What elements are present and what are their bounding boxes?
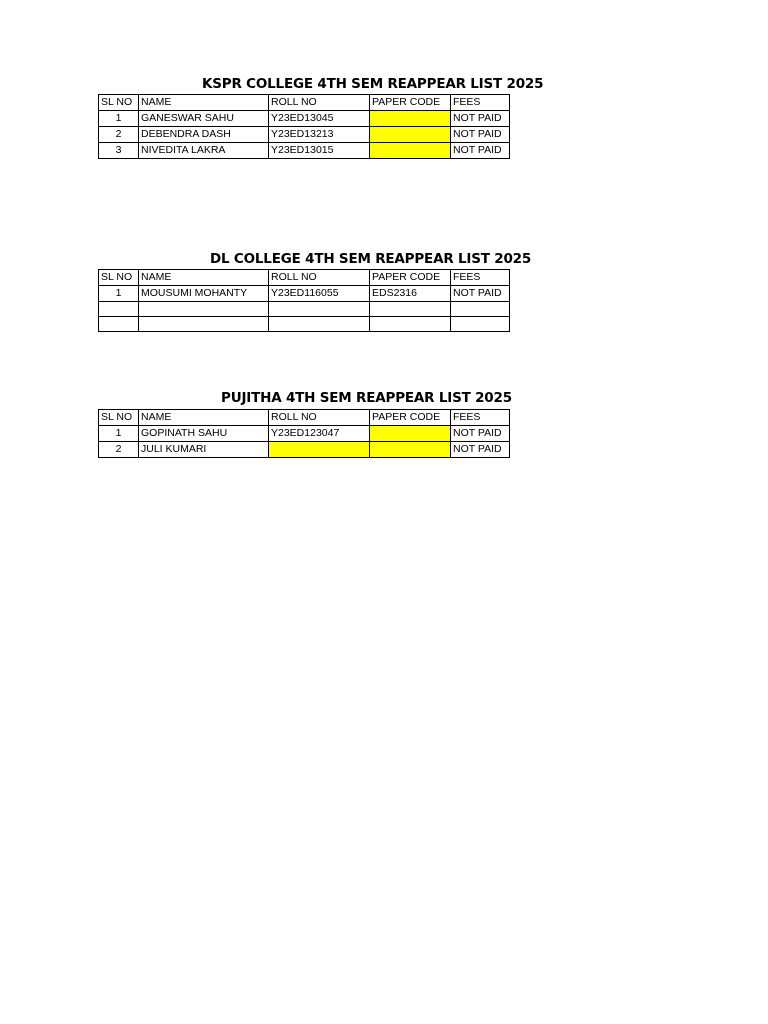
cell-name: DEBENDRA DASH [139,127,269,143]
cell-paper-code [370,442,451,458]
cell-name: GANESWAR SAHU [139,111,269,127]
header-fees: FEES [451,95,510,111]
reappear-table-kspr [98,94,510,159]
cell-roll-no [269,317,370,332]
cell-roll-no: Y23ED123047 [269,426,370,442]
header-name: NAME [139,270,269,286]
cell-fees: NOT PAID [451,111,510,127]
section-title-pujitha: PUJITHA 4TH SEM REAPPEAR LIST 2025 [221,390,512,406]
cell-roll-no: Y23ED13213 [269,127,370,143]
section-title-kspr: KSPR COLLEGE 4TH SEM REAPPEAR LIST 2025 [202,76,544,92]
table-row [99,286,510,302]
header-roll-no: ROLL NO [269,95,370,111]
header-name: NAME [139,95,269,111]
cell-roll-no: Y23ED13045 [269,111,370,127]
cell-sl-no [99,317,139,332]
cell-sl-no [99,302,139,317]
header-roll-no: ROLL NO [269,270,370,286]
cell-paper-code: EDS2316 [370,286,451,302]
cell-roll-no [269,302,370,317]
table-header-row [99,410,510,426]
cell-paper-code [370,143,451,159]
cell-fees [451,317,510,332]
cell-sl-no: 2 [99,127,139,143]
header-fees: FEES [451,270,510,286]
table-row [99,426,510,442]
cell-fees: NOT PAID [451,286,510,302]
cell-paper-code [370,426,451,442]
cell-sl-no: 3 [99,143,139,159]
header-sl-no: SL NO [99,95,139,111]
header-sl-no: SL NO [99,270,139,286]
table-header-row [99,270,510,286]
cell-fees: NOT PAID [451,426,510,442]
cell-fees: NOT PAID [451,442,510,458]
cell-sl-no: 1 [99,286,139,302]
reappear-table-pujitha [98,409,510,458]
cell-name [139,317,269,332]
reappear-table-dl [98,269,510,332]
table-row [99,111,510,127]
header-sl-no: SL NO [99,410,139,426]
cell-sl-no: 2 [99,442,139,458]
cell-sl-no: 1 [99,426,139,442]
table-row [99,317,510,332]
cell-paper-code [370,111,451,127]
cell-name: JULI KUMARI [139,442,269,458]
cell-roll-no: Y23ED13015 [269,143,370,159]
header-fees: FEES [451,410,510,426]
header-paper-code: PAPER CODE [370,95,451,111]
header-paper-code: PAPER CODE [370,270,451,286]
cell-paper-code [370,127,451,143]
cell-sl-no: 1 [99,111,139,127]
table-header-row [99,95,510,111]
cell-roll-no: Y23ED116055 [269,286,370,302]
table-row [99,302,510,317]
cell-roll-no [269,442,370,458]
header-name: NAME [139,410,269,426]
table-row [99,127,510,143]
cell-name [139,302,269,317]
header-paper-code: PAPER CODE [370,410,451,426]
cell-fees: NOT PAID [451,143,510,159]
table-row [99,143,510,159]
cell-name: GOPINATH SAHU [139,426,269,442]
cell-paper-code [370,302,451,317]
table-row [99,442,510,458]
cell-fees: NOT PAID [451,127,510,143]
header-roll-no: ROLL NO [269,410,370,426]
cell-name: NIVEDITA LAKRA [139,143,269,159]
cell-name: MOUSUMI MOHANTY [139,286,269,302]
cell-paper-code [370,317,451,332]
section-title-dl: DL COLLEGE 4TH SEM REAPPEAR LIST 2025 [210,251,532,267]
cell-fees [451,302,510,317]
